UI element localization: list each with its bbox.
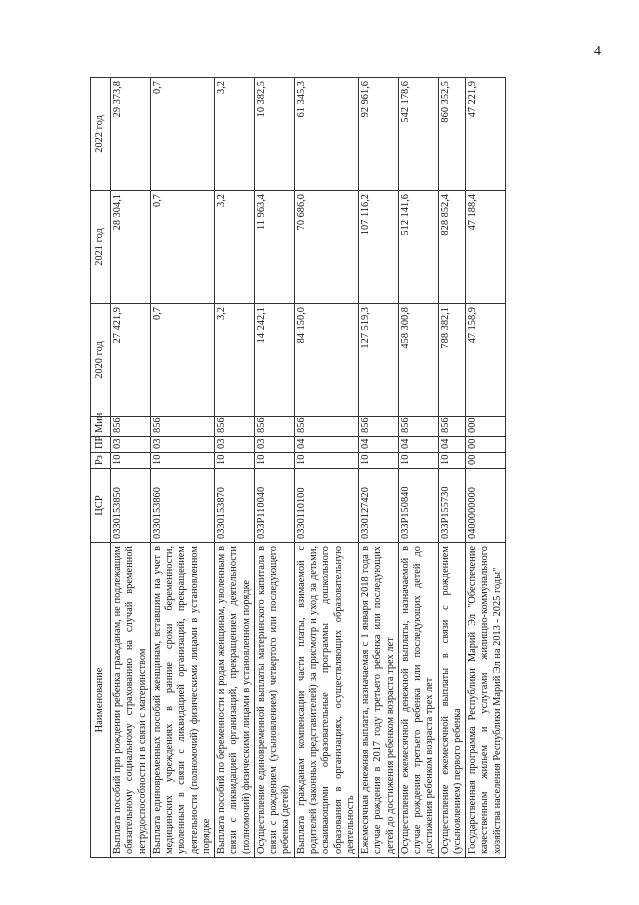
table-row — [398, 78, 438, 858]
row-2022: 92 961,6 — [359, 78, 399, 191]
row-min: 856 — [111, 417, 151, 437]
row-2021: 107 116,2 — [359, 191, 399, 304]
header-rz: Рз — [91, 453, 111, 469]
row-min: 856 — [359, 417, 399, 437]
row-2022: 61 345,3 — [294, 78, 358, 191]
row-pr: 03 — [150, 437, 214, 453]
row-2022: 10 382,5 — [254, 78, 294, 191]
table-row — [254, 78, 294, 858]
row-2022: 29 373,8 — [111, 78, 151, 191]
row-min: 856 — [254, 417, 294, 437]
row-name: Осуществление ежемесячной денежной выплаты, назначаемой в случае рождения третьего ребенка или последующих детей до достижения ребенком возраста трех лет — [398, 543, 438, 858]
table-row — [466, 78, 506, 858]
header-csr: ЦСР — [91, 469, 111, 543]
row-min: 856 — [294, 417, 358, 437]
page-number: 4 — [594, 44, 601, 59]
row-rz: 10 — [294, 453, 358, 469]
row-rz: 10 — [438, 453, 466, 469]
row-min: 000 — [466, 417, 506, 437]
row-2022: 0,7 — [150, 78, 214, 191]
row-name: Осуществление ежемесячной выплаты в связи с рождением (усыновлением) первого ребенка — [438, 543, 466, 858]
row-2022: 47 221,9 — [466, 78, 506, 191]
header-2022: 2022 год — [91, 78, 111, 191]
row-pr: 00 — [466, 437, 506, 453]
budget-table — [90, 77, 506, 858]
table-row — [111, 78, 151, 858]
row-pr: 03 — [254, 437, 294, 453]
row-rz: 10 — [359, 453, 399, 469]
row-2020: 127 519,3 — [359, 304, 399, 417]
table-row — [359, 78, 399, 858]
budget-table-rotated — [90, 78, 595, 858]
row-2021: 512 141,6 — [398, 191, 438, 304]
row-2020: 0,7 — [150, 304, 214, 417]
header-pr: ПР — [91, 437, 111, 453]
table-row — [294, 78, 358, 858]
row-min: 856 — [398, 417, 438, 437]
row-2020: 3,2 — [215, 304, 255, 417]
row-csr: 0330153860 — [150, 469, 214, 543]
header-min: Мин — [91, 417, 111, 437]
row-min: 856 — [150, 417, 214, 437]
table-header-row — [91, 78, 111, 858]
row-csr: 0330110100 — [294, 469, 358, 543]
header-2020: 2020 год — [91, 304, 111, 417]
row-2021: 28 304,1 — [111, 191, 151, 304]
row-2022: 542 178,6 — [398, 78, 438, 191]
row-pr: 03 — [111, 437, 151, 453]
row-pr: 03 — [215, 437, 255, 453]
row-rz: 10 — [254, 453, 294, 469]
row-pr: 04 — [294, 437, 358, 453]
row-pr: 04 — [398, 437, 438, 453]
header-2021: 2021 год — [91, 191, 111, 304]
table-row — [150, 78, 214, 858]
row-name: Выплата единовременных пособий женщинам, вставшим на учет в медицинских учреждениях в ранние сроки беременности, уволенным в связи с ликвидацией организаций, прекращением деятельности (полномочий) физическими лицами в установленном порядке — [150, 543, 214, 858]
row-2021: 70 686,0 — [294, 191, 358, 304]
row-2021: 828 852,4 — [438, 191, 466, 304]
row-csr: 0330153870 — [215, 469, 255, 543]
row-2021: 0,7 — [150, 191, 214, 304]
row-csr: 033Р110040 — [254, 469, 294, 543]
row-name: Ежемесячная денежная выплата, назначаемая с 1 января 2018 года в случае рождения в 2017 году третьего ребенка или последующих детей до достижения ребенком возраста трех лет — [359, 543, 399, 858]
row-name: Государственная программа Республики Марий Эл "Обеспечение качественным жильем и услугами жилищно-коммунального хозяйства населения Республики Марий Эл на 2013 - 2025 годы" — [466, 543, 506, 858]
row-2022: 860 352,5 — [438, 78, 466, 191]
row-csr: 033Р150840 — [398, 469, 438, 543]
row-min: 856 — [438, 417, 466, 437]
row-2020: 458 300,8 — [398, 304, 438, 417]
row-csr: 0330127420 — [359, 469, 399, 543]
row-2020: 47 158,9 — [466, 304, 506, 417]
row-rz: 10 — [215, 453, 255, 469]
row-rz: 10 — [150, 453, 214, 469]
row-min: 856 — [215, 417, 255, 437]
row-rz: 10 — [398, 453, 438, 469]
table-row — [438, 78, 466, 858]
row-name: Выплата пособий при рождении ребенка гражданам, не подлежащим обязательному социальному страхованию на случай временной нетрудоспособности и в связи с материнством — [111, 543, 151, 858]
row-csr: 033Р155730 — [438, 469, 466, 543]
row-name: Осуществление единовременной выплаты материнского капитала в связи с рождением (усыновлением) четвертого или последующего ребенка (детей) — [254, 543, 294, 858]
row-pr: 04 — [359, 437, 399, 453]
row-pr: 04 — [438, 437, 466, 453]
row-2020: 14 242,1 — [254, 304, 294, 417]
row-2020: 788 382,1 — [438, 304, 466, 417]
row-2021: 3,2 — [215, 191, 255, 304]
row-name: Выплата пособий по беременности и родам женщинам, уволенным в связи с ликвидацией организаций, прекращением деятельности (полномочий) физическими лицами в установленном порядке — [215, 543, 255, 858]
header-name: Наименование — [91, 543, 111, 858]
row-csr: 0330153850 — [111, 469, 151, 543]
row-name: Выплата гражданам компенсации части платы, взимаемой с родителей (законных представителей) за присмотр и уход за детьми, осваивающими образовательные программы дошкольного образования в организациях, осуществляющих образовательную деятельность — [294, 543, 358, 858]
row-2020: 27 421,9 — [111, 304, 151, 417]
table-row — [215, 78, 255, 858]
row-rz: 10 — [111, 453, 151, 469]
row-2022: 3,2 — [215, 78, 255, 191]
row-2020: 84 150,0 — [294, 304, 358, 417]
row-rz: 00 — [466, 453, 506, 469]
row-2021: 47 188,4 — [466, 191, 506, 304]
row-2021: 11 963,4 — [254, 191, 294, 304]
row-csr: 0400000000 — [466, 469, 506, 543]
